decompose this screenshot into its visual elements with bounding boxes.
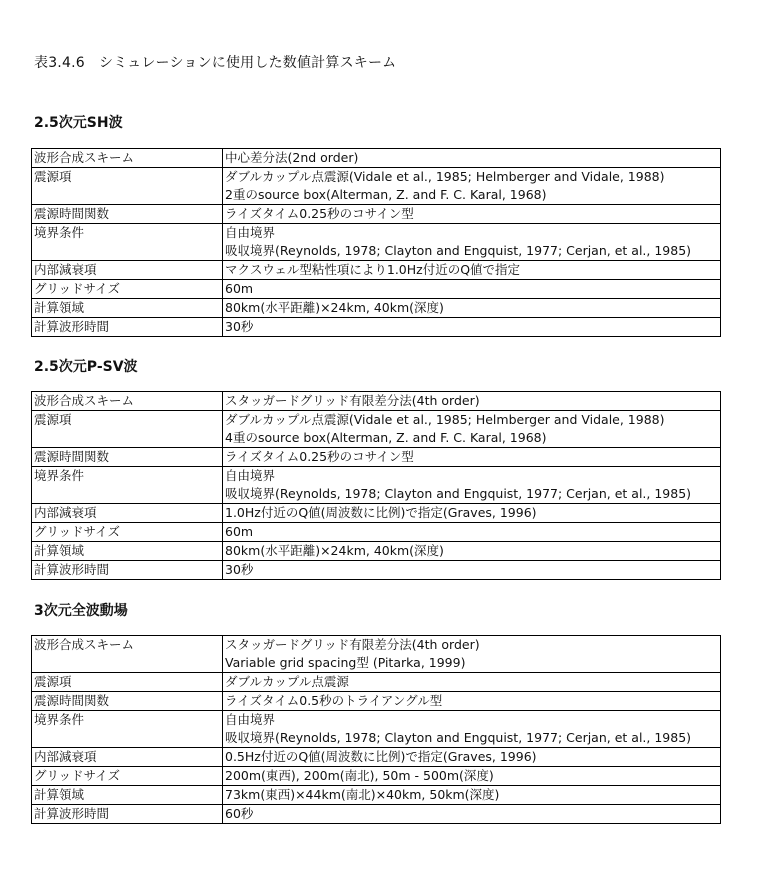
- row-value: [223, 467, 721, 504]
- table-row: [32, 168, 721, 205]
- row-value: [223, 411, 721, 448]
- row-label: 震源項: [32, 168, 223, 205]
- row-label: 計算波形時間: [32, 805, 223, 824]
- table-row: [32, 673, 721, 692]
- value-line: 自由境界: [225, 468, 276, 483]
- value-line: 吸収境界(Reynolds, 1978; Clayton and Engquist, 1977; Cerjan, et al., 1985): [225, 243, 692, 258]
- row-value: [223, 673, 721, 692]
- table-row: [32, 561, 721, 580]
- row-value: [223, 224, 721, 261]
- row-label: 波形合成スキーム: [32, 636, 223, 673]
- value-line: 0.5Hz付近のQ値(周波数に比例)で指定(Graves, 1996): [225, 749, 537, 764]
- row-value: [223, 448, 721, 467]
- row-value: [223, 711, 721, 748]
- row-value: [223, 149, 721, 168]
- row-value: [223, 168, 721, 205]
- document-title: 表3.4.6 シミュレーションに使用した数値計算スキーム: [34, 55, 397, 71]
- row-value: [223, 636, 721, 673]
- value-line: ライズタイム0.25秒のコサイン型: [225, 206, 414, 221]
- value-line: Variable grid spacing型 (Pitarka, 1999): [225, 655, 466, 670]
- value-line: 60m: [225, 524, 254, 539]
- row-label: 内部減衰項: [32, 261, 223, 280]
- row-value: [223, 523, 721, 542]
- table-row: [32, 448, 721, 467]
- row-label: 計算波形時間: [32, 318, 223, 337]
- value-line: 60秒: [225, 806, 254, 821]
- row-value: [223, 392, 721, 411]
- table-row: [32, 392, 721, 411]
- row-value: [223, 542, 721, 561]
- row-label: 震源時間関数: [32, 205, 223, 224]
- row-value: [223, 299, 721, 318]
- value-line: 80km(水平距離)×24km, 40km(深度): [225, 300, 444, 315]
- row-label: グリッドサイズ: [32, 767, 223, 786]
- table-row: [32, 748, 721, 767]
- row-label: 内部減衰項: [32, 748, 223, 767]
- row-value: [223, 280, 721, 299]
- row-value: [223, 786, 721, 805]
- row-label: 波形合成スキーム: [32, 392, 223, 411]
- value-line: 自由境界: [225, 712, 276, 727]
- row-label: 計算波形時間: [32, 561, 223, 580]
- table-row: [32, 280, 721, 299]
- value-line: ライズタイム0.25秒のコサイン型: [225, 449, 414, 464]
- section-heading-2.5d-sh: 2.5次元SH波: [34, 115, 123, 131]
- table-row: [32, 504, 721, 523]
- value-line: ダブルカップル点震源(Vidale et al., 1985; Helmberger and Vidale, 1988): [225, 169, 665, 184]
- value-line: ライズタイム0.5秒のトライアングル型: [225, 693, 443, 708]
- table-row: [32, 542, 721, 561]
- row-label: 境界条件: [32, 711, 223, 748]
- row-value: [223, 504, 721, 523]
- table-row: [32, 467, 721, 504]
- row-value: [223, 767, 721, 786]
- row-label: 境界条件: [32, 224, 223, 261]
- scheme-table-3d: [31, 635, 721, 824]
- table-row: [32, 205, 721, 224]
- value-line: 200m(東西), 200m(南北), 50m - 500m(深度): [225, 768, 494, 783]
- table-row: [32, 767, 721, 786]
- scheme-table-2.5d-sh: [31, 148, 721, 337]
- table-row: [32, 523, 721, 542]
- table-row: [32, 411, 721, 448]
- row-value: [223, 805, 721, 824]
- row-value: [223, 205, 721, 224]
- row-value: [223, 692, 721, 711]
- row-label: 震源項: [32, 673, 223, 692]
- value-line: 1.0Hz付近のQ値(周波数に比例)で指定(Graves, 1996): [225, 505, 537, 520]
- value-line: 80km(水平距離)×24km, 40km(深度): [225, 543, 444, 558]
- section-heading-3d: 3次元全波動場: [34, 603, 128, 619]
- value-line: 2重のsource box(Alterman, Z. and F. C. Karal, 1968): [225, 187, 547, 202]
- scheme-table-2.5d-psv: [31, 391, 721, 580]
- value-line: ダブルカップル点震源: [225, 674, 349, 689]
- row-value: [223, 561, 721, 580]
- table-row: [32, 261, 721, 280]
- value-line: 60m: [225, 281, 254, 296]
- row-value: [223, 261, 721, 280]
- value-line: 吸収境界(Reynolds, 1978; Clayton and Engquist, 1977; Cerjan, et al., 1985): [225, 730, 692, 745]
- value-line: 30秒: [225, 319, 254, 334]
- table-row: [32, 805, 721, 824]
- section-heading-2.5d-psv: 2.5次元P-SV波: [34, 359, 138, 375]
- value-line: ダブルカップル点震源(Vidale et al., 1985; Helmberger and Vidale, 1988): [225, 412, 665, 427]
- row-label: 計算領域: [32, 542, 223, 561]
- value-line: 中心差分法(2nd order): [225, 150, 359, 165]
- row-label: 波形合成スキーム: [32, 149, 223, 168]
- value-line: スタッガードグリッド有限差分法(4th order): [225, 393, 480, 408]
- value-line: 4重のsource box(Alterman, Z. and F. C. Karal, 1968): [225, 430, 547, 445]
- table-row: [32, 711, 721, 748]
- table-row: [32, 149, 721, 168]
- row-label: グリッドサイズ: [32, 523, 223, 542]
- row-value: [223, 748, 721, 767]
- table-row: [32, 692, 721, 711]
- value-line: 吸収境界(Reynolds, 1978; Clayton and Engquist, 1977; Cerjan, et al., 1985): [225, 486, 692, 501]
- value-line: 自由境界: [225, 225, 276, 240]
- table-row: [32, 224, 721, 261]
- row-label: 境界条件: [32, 467, 223, 504]
- table-row: [32, 318, 721, 337]
- row-label: 内部減衰項: [32, 504, 223, 523]
- row-label: 震源時間関数: [32, 692, 223, 711]
- value-line: スタッガードグリッド有限差分法(4th order): [225, 637, 480, 652]
- row-label: 震源時間関数: [32, 448, 223, 467]
- row-label: グリッドサイズ: [32, 280, 223, 299]
- table-row: [32, 299, 721, 318]
- row-value: [223, 318, 721, 337]
- row-label: 震源項: [32, 411, 223, 448]
- value-line: 73km(東西)×44km(南北)×40km, 50km(深度): [225, 787, 500, 802]
- row-label: 計算領域: [32, 786, 223, 805]
- table-row: [32, 636, 721, 673]
- row-label: 計算領域: [32, 299, 223, 318]
- value-line: 30秒: [225, 562, 254, 577]
- table-row: [32, 786, 721, 805]
- value-line: マクスウェル型粘性項により1.0Hz付近のQ値で指定: [225, 262, 521, 277]
